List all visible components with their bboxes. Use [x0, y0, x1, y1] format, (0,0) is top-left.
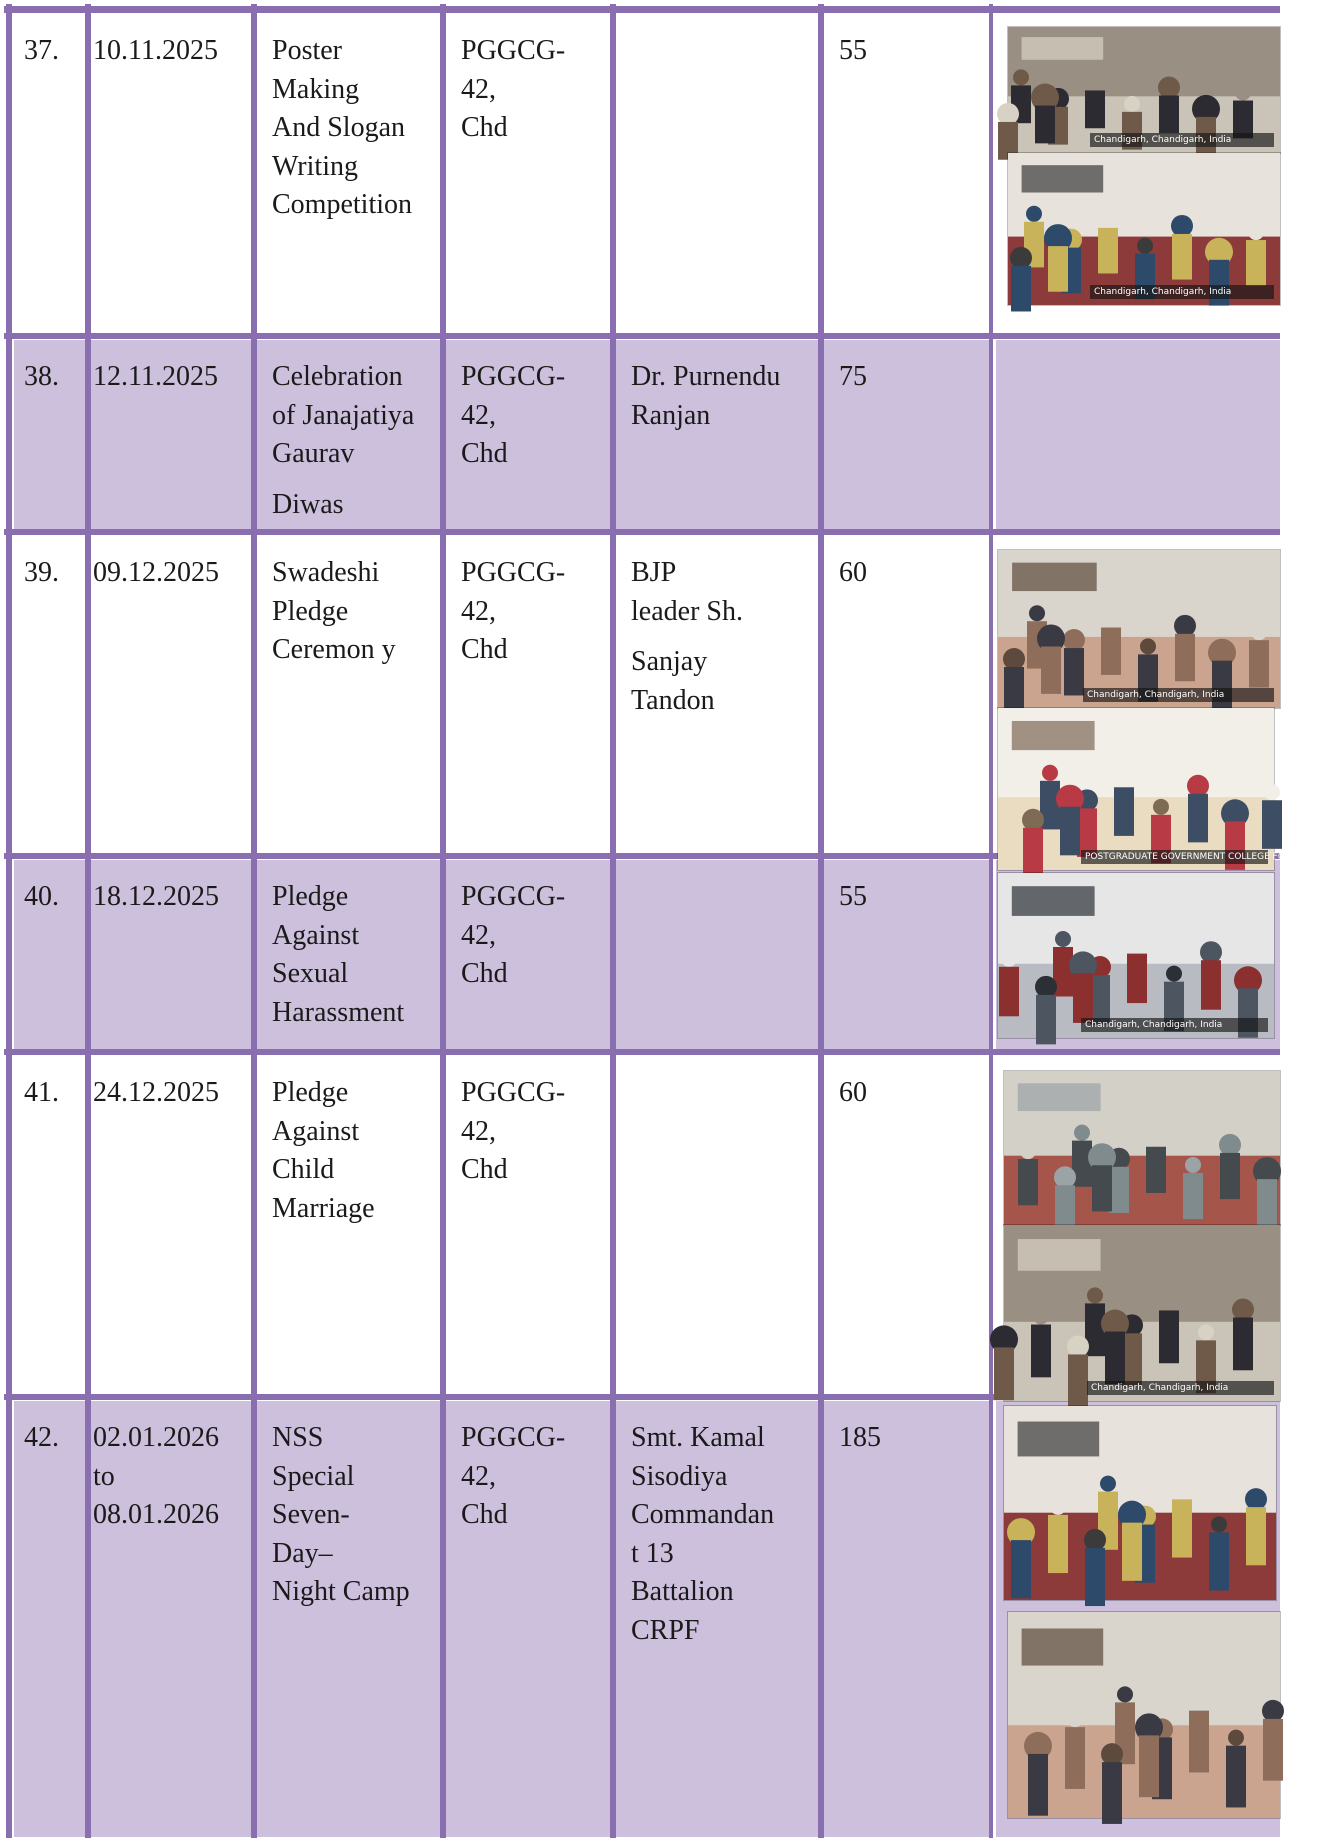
chief-guest-text: Dr. Purnendu Ranjan	[631, 361, 781, 431]
venue-cell	[446, 1401, 610, 1837]
participants-text: 55	[839, 35, 867, 66]
chief-guest-cell	[616, 860, 818, 1049]
photo-child-marriage-pledge-2	[1004, 1225, 1280, 1401]
venue-text: PGGCG- 42, Chd	[461, 557, 566, 665]
participants-cell	[824, 860, 989, 1049]
photo-cell	[996, 340, 1280, 529]
serial-number-cell	[14, 14, 85, 333]
participants-cell	[824, 1056, 989, 1394]
venue-text: PGGCG- 42, Chd	[461, 35, 566, 143]
participants-text: 60	[839, 1077, 867, 1108]
event-cell	[257, 536, 440, 853]
date-cell	[91, 340, 251, 529]
photo-nss-camp-2	[1008, 1612, 1280, 1818]
column-border	[85, 4, 91, 1838]
chief-guest-cell	[616, 340, 818, 529]
serial-number-cell	[14, 1401, 85, 1837]
event-text: Pledge Against Child Marriage	[272, 1077, 375, 1224]
date-cell	[91, 1056, 251, 1394]
column-border	[251, 4, 257, 1838]
participants-cell	[824, 340, 989, 529]
photo-geotag-caption: Chandigarh, Chandigarh, India	[1090, 285, 1274, 299]
row-border	[4, 1049, 1280, 1055]
venue-text: PGGCG- 42, Chd	[461, 1077, 566, 1185]
venue-cell	[446, 14, 610, 333]
serial-number-cell	[14, 536, 85, 853]
photo-swadeshi-pledge-2	[998, 708, 1321, 870]
column-border	[818, 4, 824, 1838]
venue-cell	[446, 1056, 610, 1394]
date-text: 10.11.2025	[93, 35, 218, 66]
photo-geotag-caption: Chandigarh, Chandigarh, India	[1087, 1381, 1274, 1395]
participants-text: 185	[839, 1422, 881, 1453]
participants-text: 55	[839, 881, 867, 912]
venue-text: PGGCG- 42, Chd	[461, 361, 566, 469]
chief-guest-text-continued: Sanjay Tandon	[631, 646, 715, 716]
serial-number-cell	[14, 860, 85, 1049]
chief-guest-cell	[616, 14, 818, 333]
event-cell	[257, 1056, 440, 1394]
serial-number-text: 37.	[24, 35, 59, 66]
event-text: Poster Making And Slogan Writing Competition	[272, 35, 412, 220]
date-text: 02.01.2026 to 08.01.2026	[93, 1422, 219, 1530]
row-border	[4, 333, 1280, 339]
chief-guest-cell	[616, 1056, 818, 1394]
row-border	[4, 6, 1280, 13]
serial-number-text: 38.	[24, 361, 59, 392]
event-text: NSS Special Seven- Day– Night Camp	[272, 1422, 410, 1607]
venue-text: PGGCG- 42, Chd	[461, 1422, 566, 1530]
photo-child-marriage-pledge-1	[1004, 1071, 1280, 1225]
event-text-continued: Diwas	[272, 488, 344, 520]
date-text: 09.12.2025	[93, 557, 219, 588]
venue-cell	[446, 860, 610, 1049]
serial-number-text: 40.	[24, 881, 59, 912]
date-cell	[91, 536, 251, 853]
serial-number-text: 41.	[24, 1077, 59, 1108]
serial-number-text: 39.	[24, 557, 59, 588]
photo-geotag-caption: Chandigarh, Chandigarh, India	[1083, 688, 1274, 702]
event-cell	[257, 14, 440, 333]
date-text: 12.11.2025	[93, 361, 218, 392]
date-cell	[91, 1401, 251, 1837]
event-cell	[257, 1401, 440, 1837]
event-text: Swadeshi Pledge Ceremon y	[272, 557, 396, 665]
event-cell	[257, 860, 440, 1049]
participants-text: 75	[839, 361, 867, 392]
chief-guest-text: BJP leader Sh.	[631, 557, 743, 627]
serial-number-text: 42.	[24, 1422, 59, 1453]
photo-geotag-caption: Chandigarh, Chandigarh, India	[1081, 1018, 1268, 1032]
event-text: Celebration of Janajatiya Gaurav	[272, 361, 415, 469]
date-text: 24.12.2025	[93, 1077, 219, 1108]
venue-cell	[446, 340, 610, 529]
photo-nss-camp-1	[1004, 1406, 1276, 1600]
venue-cell	[446, 536, 610, 853]
photo-sexual-harassment-pledge	[998, 873, 1274, 1038]
column-border	[989, 4, 993, 1838]
photo-geotag-caption: Chandigarh, Chandigarh, India	[1090, 133, 1274, 147]
chief-guest-text: Smt. Kamal Sisodiya Commandan t 13 Battalion CRPF	[631, 1422, 775, 1646]
serial-number-cell	[14, 340, 85, 529]
venue-text: PGGCG- 42, Chd	[461, 881, 566, 989]
row-border	[4, 529, 1280, 535]
date-cell	[91, 14, 251, 333]
participants-cell	[824, 1401, 989, 1837]
column-border	[6, 4, 12, 1838]
event-text: Pledge Against Sexual Harassment	[272, 881, 405, 1028]
photo-geotag-caption: POSTGRADUATE GOVERNMENT COLLEGE FOR GIRLS	[1081, 850, 1268, 864]
date-cell	[91, 860, 251, 1049]
participants-cell	[824, 14, 989, 333]
photo-swadeshi-pledge-1	[998, 550, 1280, 708]
participants-text: 60	[839, 557, 867, 588]
photo-poster-making-2	[1008, 153, 1280, 305]
chief-guest-cell	[616, 1401, 818, 1837]
serial-number-cell	[14, 1056, 85, 1394]
participants-cell	[824, 536, 989, 853]
column-border	[610, 4, 616, 1838]
photo-poster-making-1	[1008, 27, 1280, 153]
date-text: 18.12.2025	[93, 881, 219, 912]
column-border	[440, 4, 446, 1838]
chief-guest-cell	[616, 536, 818, 853]
event-cell	[257, 340, 440, 529]
